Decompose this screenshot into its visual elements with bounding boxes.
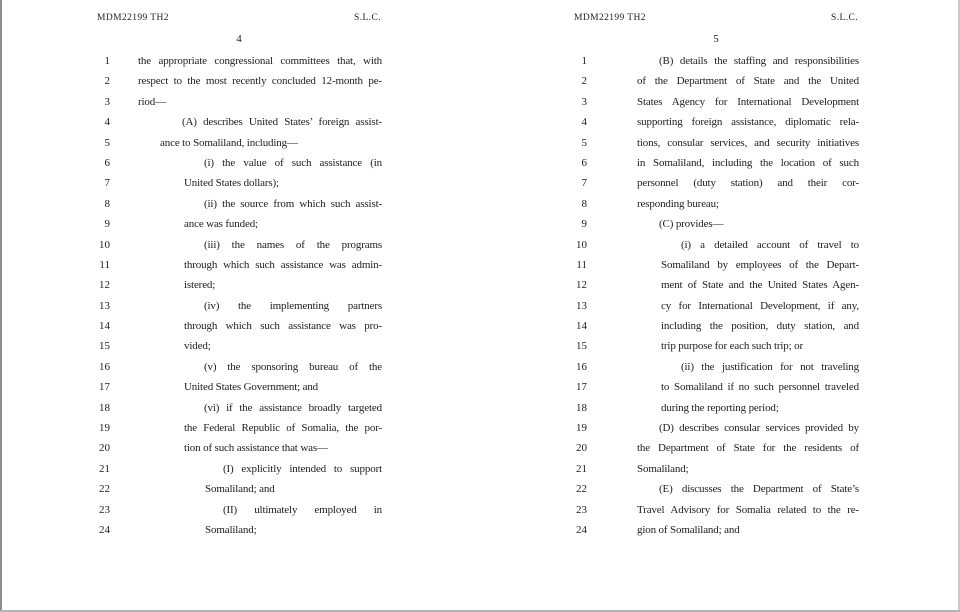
line-number: 7 (581, 177, 587, 190)
line-text: (II) ultimately employed in (223, 503, 382, 516)
line-number: 14 (99, 320, 110, 333)
line-text: the Federal Republic of Somalia, the por- (184, 422, 382, 435)
line-text: vided; (184, 340, 211, 353)
line-text: (E) discusses the Department of State’s (659, 483, 859, 496)
line-text: ance was funded; (184, 218, 258, 231)
line-row (477, 459, 958, 479)
line-number: 4 (104, 116, 110, 129)
line-number: 16 (576, 360, 587, 373)
draft-code: MDM22199 TH2 (97, 13, 169, 23)
line-number: 11 (576, 258, 587, 271)
line-row (477, 235, 958, 255)
line-text: cy for International Development, if any, (661, 299, 859, 312)
line-row (477, 71, 958, 91)
line-row (0, 438, 481, 458)
line-text: istered; (184, 279, 216, 292)
line-text: to Somaliland if no such personnel traveled (661, 381, 859, 394)
line-row (0, 194, 481, 214)
line-text: Somaliland; (637, 462, 689, 475)
line-row (477, 275, 958, 295)
line-row (0, 133, 481, 153)
bill-lines (477, 51, 958, 540)
line-row (477, 336, 958, 356)
line-number: 24 (99, 523, 110, 536)
line-number: 9 (104, 218, 110, 231)
line-number: 3 (581, 95, 587, 108)
line-number: 9 (581, 218, 587, 231)
line-text: through which such assistance was admin- (184, 258, 382, 271)
page-header (574, 13, 858, 23)
line-row (477, 51, 958, 71)
line-row (0, 92, 481, 112)
line-text: Travel Advisory for Somalia related to the re- (637, 503, 859, 516)
line-number: 7 (104, 177, 110, 190)
line-row (477, 398, 958, 418)
line-number: 15 (99, 340, 110, 353)
line-row (477, 112, 958, 132)
line-number: 17 (576, 381, 587, 394)
line-row (0, 336, 481, 356)
line-row (477, 153, 958, 173)
line-number: 13 (576, 299, 587, 312)
line-text: (i) a detailed account of travel to (681, 238, 859, 251)
line-number: 24 (576, 523, 587, 536)
line-text: Somaliland by employees of the Depart- (661, 258, 859, 271)
line-text: the appropriate congressional committees that, with (138, 55, 382, 67)
line-text: during the reporting period; (661, 401, 779, 414)
line-row (0, 51, 481, 71)
line-text: United States Government; and (184, 381, 319, 394)
line-text: (ii) the source from which such assist- (204, 197, 382, 210)
line-number: 10 (576, 238, 587, 251)
line-row (477, 173, 958, 193)
line-number: 20 (99, 442, 110, 455)
line-row (0, 357, 481, 377)
line-row (477, 357, 958, 377)
line-text: responding bureau; (637, 197, 719, 210)
line-row (477, 438, 958, 458)
line-row (477, 133, 958, 153)
line-number: 23 (99, 503, 110, 516)
line-row (477, 255, 958, 275)
line-number: 2 (104, 75, 110, 88)
line-text: in Somaliland, including the location of such (637, 156, 859, 169)
line-row (0, 214, 481, 234)
line-number: 16 (99, 360, 110, 373)
line-row (477, 418, 958, 438)
line-row (0, 479, 481, 499)
line-number: 13 (99, 299, 110, 312)
line-text: States Agency for International Development (637, 95, 859, 108)
line-row (0, 112, 481, 132)
line-row (0, 500, 481, 520)
line-text: the Department of State for the residents of (637, 442, 859, 455)
line-text: Somaliland; (205, 523, 257, 536)
line-number: 19 (99, 422, 110, 435)
page-header (97, 13, 381, 23)
line-number: 18 (576, 401, 587, 414)
line-number: 21 (99, 462, 110, 475)
line-row (0, 173, 481, 193)
line-text: (iii) the names of the programs (204, 238, 382, 251)
line-number: 12 (576, 279, 587, 292)
line-row (477, 520, 958, 540)
page-number: 4 (236, 33, 242, 45)
line-row (477, 316, 958, 336)
line-number: 8 (104, 197, 110, 210)
line-row (0, 398, 481, 418)
line-number: 3 (104, 95, 110, 108)
line-text: (C) provides— (659, 218, 724, 231)
line-text: (iv) the implementing partners (204, 299, 382, 312)
line-row (0, 275, 481, 295)
line-number: 21 (576, 462, 587, 475)
line-text: personnel (duty station) and their cor- (637, 177, 859, 190)
line-text: Somaliland; and (205, 483, 275, 496)
line-text: including the position, duty station, and (661, 320, 859, 333)
line-row (0, 71, 481, 91)
line-row (0, 520, 481, 540)
line-row (477, 479, 958, 499)
line-row (477, 500, 958, 520)
line-row (0, 418, 481, 438)
line-text: respect to the most recently concluded 12-month pe- (138, 75, 382, 88)
line-number: 18 (99, 401, 110, 414)
line-number: 4 (581, 116, 587, 129)
line-number: 23 (576, 503, 587, 516)
line-text: (vi) if the assistance broadly targeted (204, 401, 382, 414)
line-text: (A) describes United States’ foreign assist- (182, 116, 382, 129)
office-code: S.L.C. (831, 13, 858, 23)
line-text: through which such assistance was pro- (184, 320, 382, 333)
line-number: 6 (581, 156, 587, 169)
line-number: 8 (581, 197, 587, 210)
line-number: 5 (104, 136, 110, 149)
line-number: 10 (99, 238, 110, 251)
line-number: 12 (99, 279, 110, 292)
line-text: ance to Somaliland, including— (160, 136, 298, 149)
line-number: 15 (576, 340, 587, 353)
line-row (0, 377, 481, 397)
line-number: 14 (576, 320, 587, 333)
line-number: 5 (581, 136, 587, 149)
page-number: 5 (713, 33, 719, 45)
line-text: supporting foreign assistance, diplomatic rela- (637, 116, 859, 129)
bill-lines (0, 51, 481, 540)
line-number: 1 (581, 55, 587, 67)
bill-page (477, 0, 958, 612)
line-text: ment of State and the United States Agen- (661, 279, 859, 292)
line-text: (ii) the justification for not traveling (681, 360, 859, 373)
line-number: 11 (99, 258, 110, 271)
line-row (477, 92, 958, 112)
line-number: 2 (581, 75, 587, 88)
line-text: (I) explicitly intended to support (223, 462, 382, 475)
line-text: (i) the value of such assistance (in (204, 156, 382, 169)
line-number: 20 (576, 442, 587, 455)
line-row (477, 214, 958, 234)
line-row (0, 153, 481, 173)
line-text: (v) the sponsoring bureau of the (204, 360, 382, 373)
line-text: riod— (138, 95, 166, 108)
line-text: tions, consular services, and security initiatives (637, 136, 859, 149)
line-row (477, 194, 958, 214)
line-number: 22 (99, 483, 110, 496)
line-text: tion of such assistance that was— (184, 442, 328, 455)
line-text: United States dollars); (184, 177, 279, 190)
line-text: gion of Somaliland; and (637, 523, 740, 536)
line-row (477, 377, 958, 397)
line-row (0, 296, 481, 316)
line-text: (B) details the staffing and responsibilities (659, 55, 859, 67)
line-text: (D) describes consular services provided by (659, 422, 859, 435)
line-row (477, 296, 958, 316)
line-text: trip purpose for each such trip; or (661, 340, 803, 353)
line-row (0, 459, 481, 479)
line-number: 6 (104, 156, 110, 169)
line-row (0, 316, 481, 336)
office-code: S.L.C. (354, 13, 381, 23)
line-number: 1 (104, 55, 110, 67)
line-number: 22 (576, 483, 587, 496)
line-row (0, 255, 481, 275)
draft-code: MDM22199 TH2 (574, 13, 646, 23)
line-text: of the Department of State and the United (637, 75, 859, 88)
line-number: 17 (99, 381, 110, 394)
line-row (0, 235, 481, 255)
line-number: 19 (576, 422, 587, 435)
